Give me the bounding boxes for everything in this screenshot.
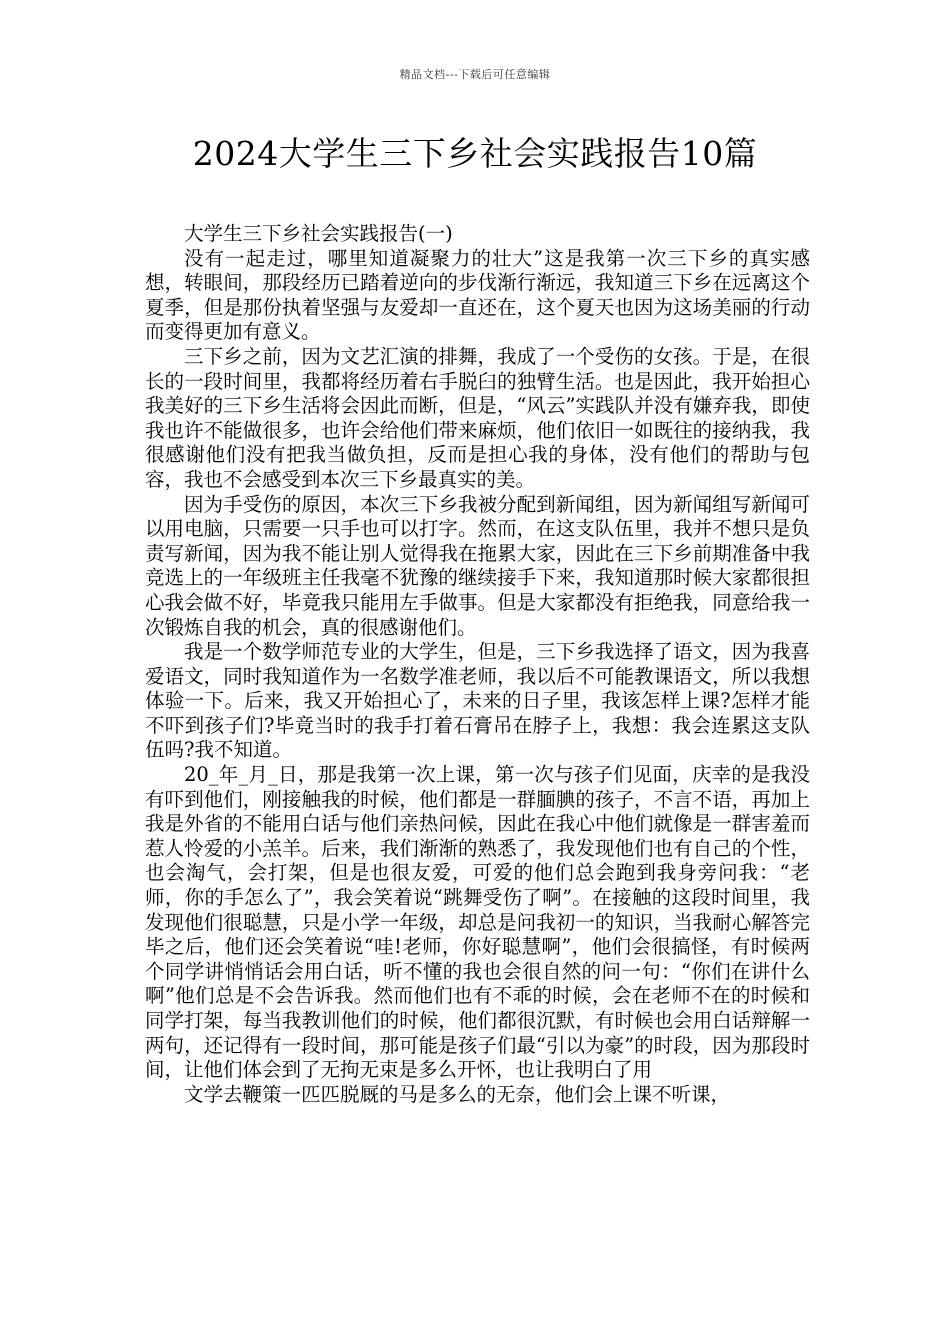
paragraph: 没有一起走过，哪里知道凝聚力的壮大”这是我第一次三下乡的真实感想，转眼间，那段经历已踏着逆向的步伐渐行渐远，我知道三下乡在远离这个夏季，但是那份执着坚强与友爱却一直还在，这个夏天也因为这场美丽的行动而变得更加有意义。	[145, 246, 810, 344]
paragraph: 三下乡之前，因为文艺汇演的排舞，我成了一个受伤的女孩。于是，在很长的一段时间里，我都将经历着右手脱臼的独臂生活。也是因此，我开始担心我美好的三下乡生活将会因此而断，但是，“风云”实践队并没有嫌弃我，即使我也许不能做很多，也许会给他们带来麻烦，他们依旧一如既往的接纳我，我很感谢他们没有把我当做负担，反而是担心我的身体，没有他们的帮助与包容，我也不会感受到本次三下乡最真实的美。	[145, 344, 810, 491]
paragraph: 因为手受伤的原因，本次三下乡我被分配到新闻组，因为新闻组写新闻可以用电脑，只需要一只手也可以打字。然而，在这支队伍里，我并不想只是负责写新闻，因为我不能让别人觉得我在拖累大家，因此在三下乡前期准备中我竞选上的一年级班主任我毫不犹豫的继续接手下来，我知道那时候大家都很担心我会做不好，毕竟我只能用左手做事。但是大家都没有拒绝我，同意给我一次锻炼自我的机会，真的很感谢他们。	[145, 492, 810, 639]
header-note: 精品文档---下载后可任意编辑	[399, 68, 551, 81]
document-title: 2024大学生三下乡社会实践报告10篇	[192, 134, 758, 173]
paragraph: 20_年_月_日，那是我第一次上课，第一次与孩子们见面，庆幸的是我没有吓到他们，刚接触我的时候，他们都是一群腼腆的孩子，不言不语，再加上我是外省的不能用白话与他们亲热问候，因此在我心中他们就像是一群害羞而惹人怜爱的小羔羊。后来，我们渐渐的熟悉了，我发现他们也有自己的个性，也会淘气，会打架，但是也很友爱，可爱的他们总会跑到我身旁问我：“老师，你的手怎么了”，我会笑着说“跳舞受伤了啊”。在接触的这段时间里，我发现他们很聪慧，只是小学一年级，却总是问我初一的知识，当我耐心解答完毕之后，他们还会笑着说“哇!老师，你好聪慧啊”，他们会很搞怪，有时候两个同学讲悄悄话会用白话，听不懂的我也会很自然的问一句：“你们在讲什么啊”他们总是不会告诉我。然而他们也有不乖的时候，会在老师不在的时候和同学打架，每当我教训他们的时候，他们都很沉默，有时候也会用白话辩解一两句，还记得有一段时间，那可能是孩子们最“引以为豪”的时段，因为那段时间，让他们体会到了无拘无束是多么开怀，也让我明白了用	[145, 763, 810, 1082]
document-body	[145, 222, 810, 1107]
paragraph: 我是一个数学师范专业的大学生，但是，三下乡我选择了语文，因为我喜爱语文，同时我知道作为一名数学准老师，我以后不可能教课语文，所以我想体验一下。后来，我又开始担心了，未来的日子里，我该怎样上课?怎样才能不吓到孩子们?毕竟当时的我手打着石膏吊在脖子上，我想：我会连累这支队伍吗?我不知道。	[145, 640, 810, 762]
section-heading: 大学生三下乡社会实践报告(一)	[184, 222, 453, 245]
paragraph: 文学去鞭策一匹匹脱厩的马是多么的无奈，他们会上课不听课，	[184, 1082, 731, 1106]
